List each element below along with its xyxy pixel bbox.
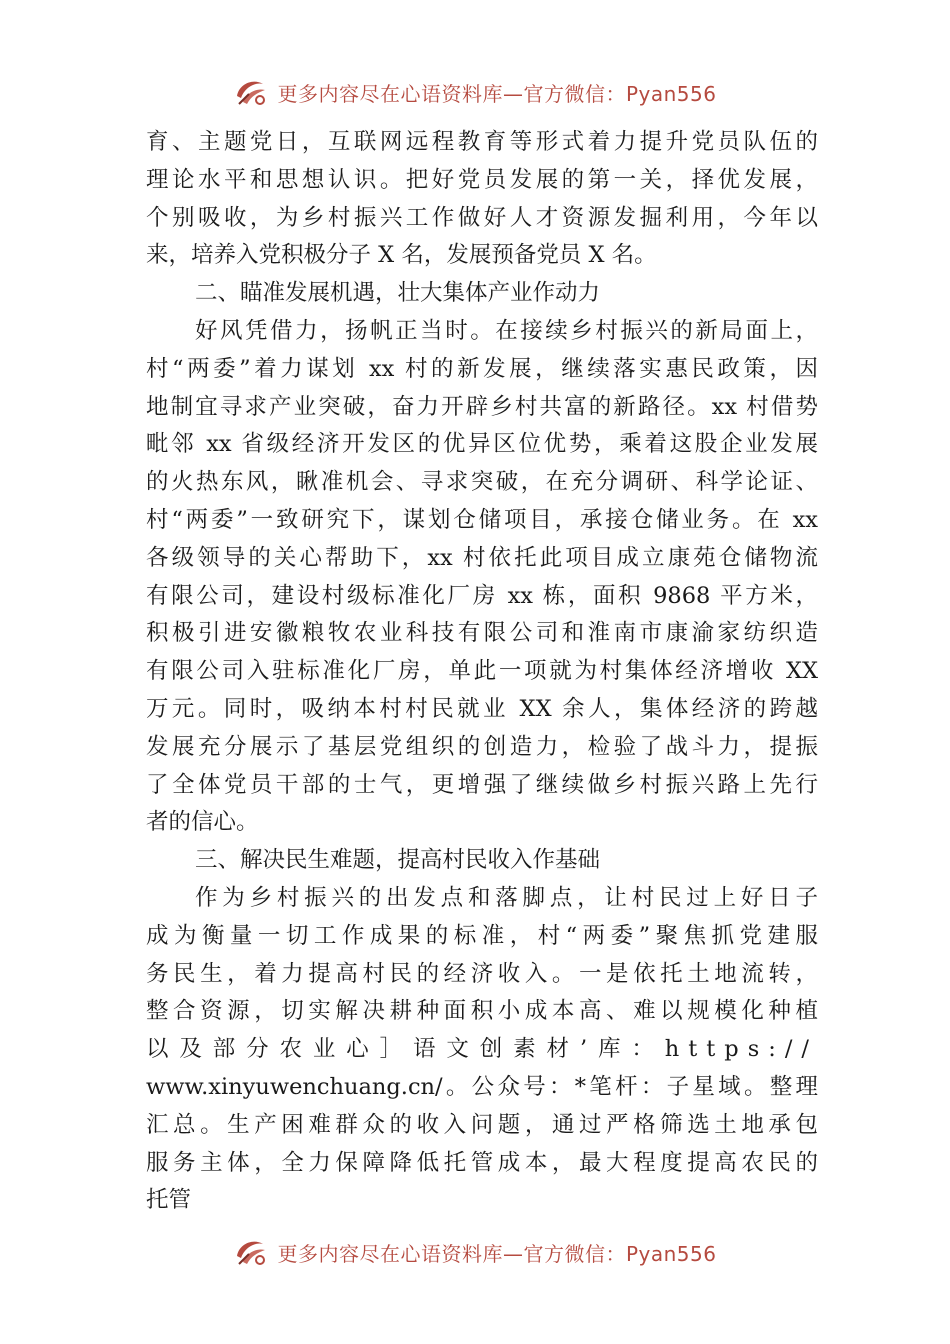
text-line: 以及部分农业心］语文创素材’库：https:// [146, 1036, 818, 1063]
text-line: 托管 [146, 1187, 192, 1214]
text-line: 的火热东风，瞅准机会、寻求突破，在充分调研、科学论证、 [146, 469, 818, 496]
text-line: 好风凭借力，扬帆正当时。在接续乡村振兴的新局面上， [195, 317, 818, 344]
text-line: 成为衡量一切工作成果的标准，村“两委”聚焦抓党建服 [146, 922, 818, 949]
section-heading: 三、解决民生难题，提高村民收入作基础 [195, 847, 601, 874]
pen-nib-swirl-icon [233, 1234, 269, 1270]
text-line: 整合资源，切实解决耕种面积小成本高、难以规模化种植 [146, 998, 818, 1025]
text-line: www.xinyuwenchuang.cn/。公众号：*笔杆：子星域。整理 [146, 1073, 818, 1100]
text-line: 务民生，着力提高村民的经济收入。一是依托土地流转， [146, 960, 818, 987]
text-line: 者的信心。 [146, 809, 259, 836]
text-line: 作为乡村振兴的出发点和落脚点，让村民过上好日子 [195, 884, 818, 911]
section-heading: 二、瞄准发展机遇，壮大集体产业作动力 [195, 280, 601, 307]
text-line: 了全体党员干部的士气，更增强了继续做乡村振兴路上先行 [146, 771, 818, 798]
text-line: 发展充分展示了基层党组织的创造力，检验了战斗力，提振 [146, 733, 818, 760]
text-line: 来，培养入党积极分子 X 名，发展预备党员 X 名。 [146, 242, 657, 269]
text-line: 各级领导的关心帮助下，xx 村依托此项目成立康苑仓储物流 [146, 544, 818, 571]
text-line: 理论水平和思想认识。把好党员发展的第一关，择优发展， [146, 166, 818, 193]
text-line: 积极引进安徽粮牧农业科技有限公司和淮南市康渝家纺织造 [146, 620, 818, 647]
text-line: 毗邻 xx 省级经济开发区的优异区位优势，乘着这股企业发展 [146, 431, 818, 458]
pen-nib-swirl-icon [233, 74, 269, 110]
text-line: 村“两委”一致研究下，谋划仓储项目，承接仓储业务。在 xx [146, 506, 818, 533]
text-line: 地制宜寻求产业突破，奋力开辟乡村共富的新路径。xx 村借势 [146, 393, 818, 420]
text-line: 有限公司，建设村级标准化厂房 xx 栋，面积 9868 平方米， [146, 582, 818, 609]
footer-banner [0, 1230, 950, 1274]
text-line: 汇总。生产困难群众的收入问题，通过严格筛选土地承包 [146, 1111, 818, 1138]
text-line: 村“两委”着力谋划 xx 村的新发展，继续落实惠民政策，因 [146, 355, 818, 382]
header-banner-text: 更多内容尽在心语资料库—官方微信：Pyan556 [277, 81, 717, 106]
header-banner [0, 70, 950, 114]
document-body [146, 124, 818, 1220]
text-line: 万元。同时，吸纳本村村民就业 XX 余人，集体经济的跨越 [146, 695, 818, 722]
footer-banner-text: 更多内容尽在心语资料库—官方微信：Pyan556 [277, 1241, 717, 1266]
text-line: 个别吸收，为乡村振兴工作做好人才资源发掘利用，今年以 [146, 204, 818, 231]
text-line: 服务主体，全力保障降低托管成本，最大程度提高农民的 [146, 1149, 818, 1176]
text-line: 育、主题党日，互联网远程教育等形式着力提升党员队伍的 [146, 129, 818, 155]
text-line: 有限公司入驻标准化厂房，单此一项就为村集体经济增收 XX [146, 658, 818, 685]
